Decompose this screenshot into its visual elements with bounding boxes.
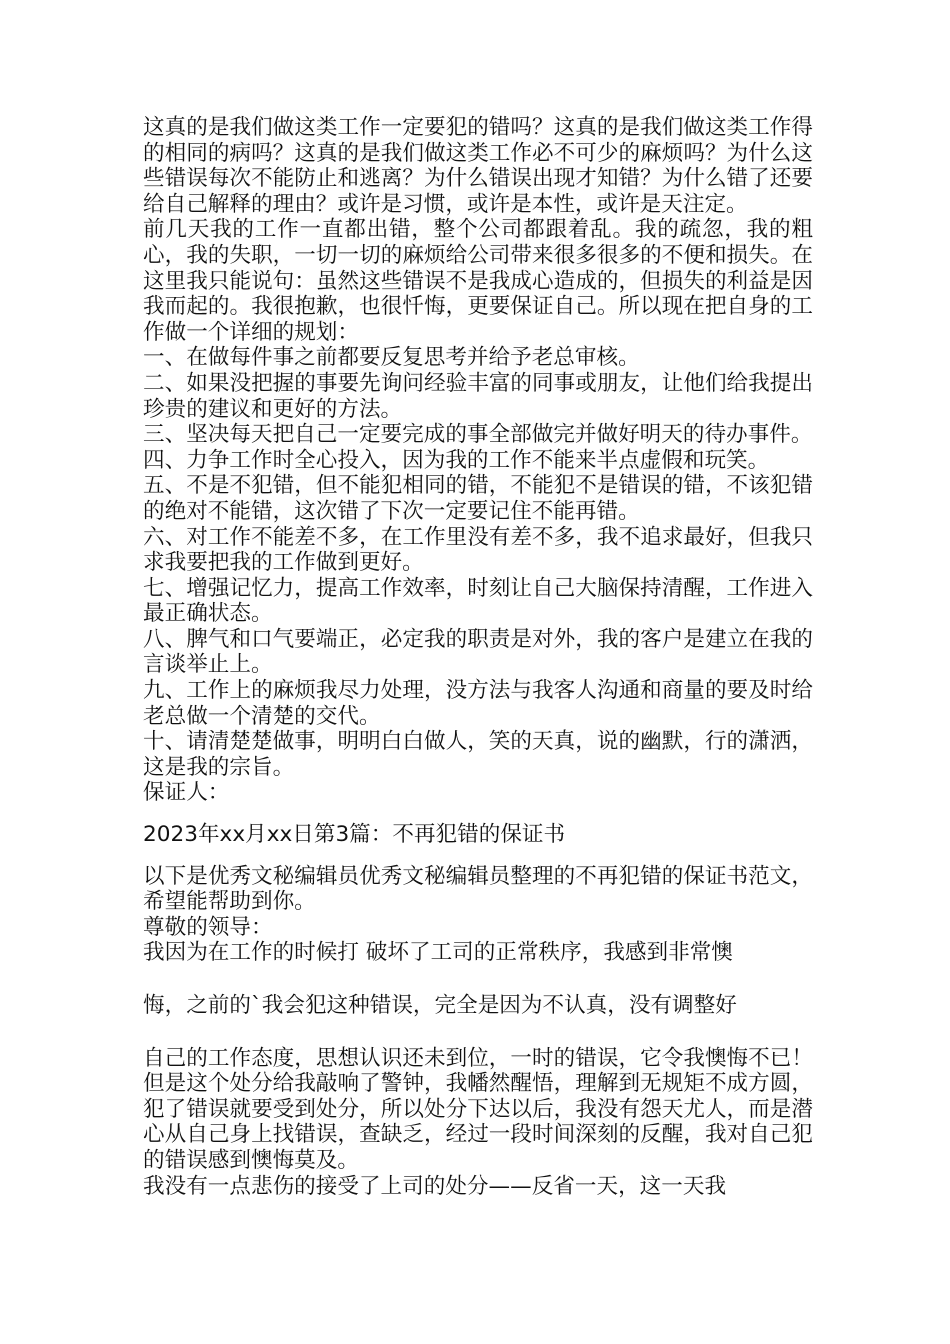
section-heading: 2023年xx月xx日第3篇：不再犯错的保证书	[143, 822, 566, 848]
list-item-5: 五、不是不犯错，但不能犯相同的错，不能犯不是错误的错，不该犯错的绝对不能错，这次错了下次一定要记住不能再错。	[143, 473, 813, 524]
list-item-10: 十、请清楚楚做事，明明白白做人，笑的天真，说的幽默，行的潇洒，这是我的宗旨。	[143, 729, 813, 780]
list-item-9: 九、工作上的麻烦我尽力处理，没方法与我客人沟通和商量的要及时给老总做一个清楚的交代。	[143, 678, 813, 729]
list-item-7: 七、增强记忆力，提高工作效率，时刻让自己大脑保持清醒，工作进入最正确状态。	[143, 575, 813, 627]
list-item-4: 四、力争工作时全心投入，因为我的工作不能来半点虚假和玩笑。	[143, 447, 770, 473]
paragraph-line-b: 悔，之前的`我会犯这种错误，完全是因为不认真，没有调整好	[143, 993, 737, 1018]
paragraph-line-a: 我因为在工作的时候打 破坏了工司的正常秩序，我感到非常懊	[143, 940, 733, 966]
list-item-8: 八、脾气和口气要端正，必定我的职责是对外，我的客户是建立在我的言谈举止上。	[143, 626, 813, 678]
list-item-1: 一、在做每件事之前都要反复思考并给予老总审核。	[143, 345, 640, 371]
list-item-2: 二、如果没把握的事要先询问经验丰富的同事或朋友，让他们给我提出珍贵的建议和更好的方法。	[143, 370, 813, 422]
paragraph-acceptance: 我没有一点悲伤的接受了上司的处分——反省一天，这一天我	[143, 1173, 727, 1199]
document-body	[143, 115, 813, 1199]
paragraph-attitude: 自己的工作态度，思想认识还未到位，一时的错误，它令我懊悔不已！但是这个处分给我敲响了警钟，我幡然醒悟，理解到无规矩不成方圆，犯了错误就要受到处分，所以处分下达以后，我没有怨天尤人，而是潜心从自己身上找错误，查缺乏，经过一段时间深刻的反醒，我对自己犯的错误感到懊悔莫及。	[143, 1045, 813, 1173]
paragraph-reflection: 前几天我的工作一直都出错，整个公司都跟着乱。我的疏忽，我的粗心，我的失职，一切一切的麻烦给公司带来很多很多的不便和损失。在这里我只能说句：虽然这些错误不是我成心造成的，但损失的利益是因我而起的。我很抱歉，也很忏悔，更要保证自己。所以现在把自身的工作做一个详细的规划：	[143, 217, 813, 345]
paragraph-intro: 这真的是我们做这类工作一定要犯的错吗？这真的是我们做这类工作得的相同的病吗？这真的是我们做这类工作必不可少的麻烦吗？为什么这些错误每次不能防止和逃离？为什么错误出现才知错？为什么错了还要给自己解释的理由？或许是习惯，或许是本性，或许是天注定。	[143, 115, 813, 217]
guarantor-label: 保证人：	[143, 780, 230, 806]
list-item-3: 三、坚决每天把自己一定要完成的事全部做完并做好明天的待办事件。	[143, 422, 813, 448]
paragraph-preface: 以下是优秀文秘编辑员优秀文秘编辑员整理的不再犯错的保证书范文，希望能帮助到你。	[143, 863, 813, 915]
salutation: 尊敬的领导：	[143, 914, 273, 940]
list-item-6: 六、对工作不能差不多，在工作里没有差不多，我不追求最好，但我只求我要把我的工作做到更好。	[143, 524, 813, 576]
